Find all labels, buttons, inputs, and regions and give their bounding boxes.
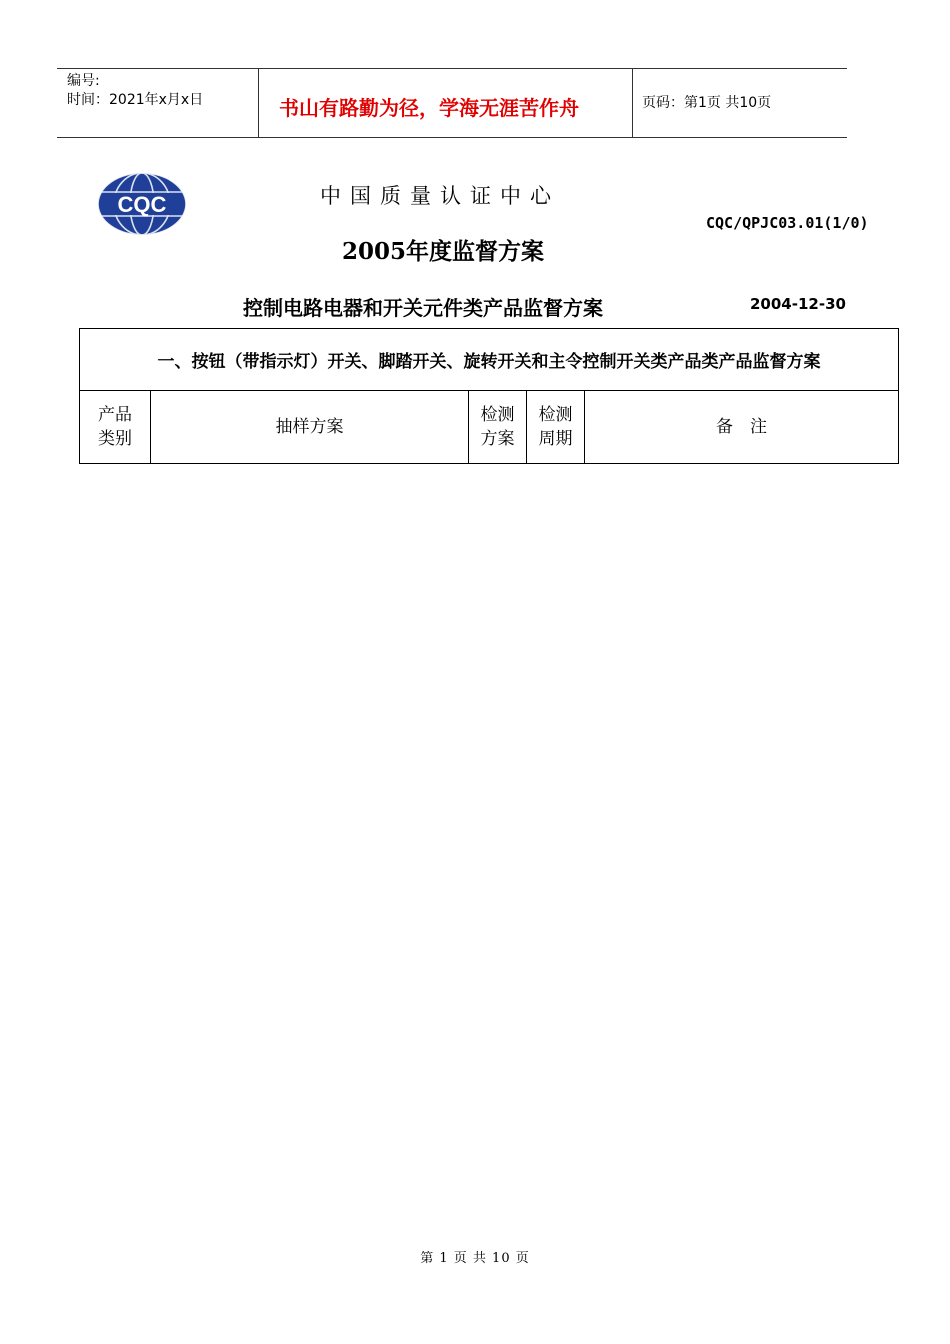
col-line: 抽样方案 bbox=[275, 417, 344, 437]
col-line: 检测 bbox=[538, 405, 573, 425]
header-divider bbox=[258, 69, 259, 137]
time-label: 时间：2021年x月x日 bbox=[67, 92, 204, 108]
col-line: 方案 bbox=[480, 429, 515, 449]
page-header bbox=[57, 68, 847, 138]
col-line: 检测 bbox=[480, 405, 515, 425]
table-header-row bbox=[80, 391, 899, 464]
col-header-test-cycle bbox=[527, 391, 585, 464]
col-line: 类别 bbox=[98, 429, 132, 449]
doc-code: CQC/QPJC03.01(1/0) bbox=[706, 214, 869, 232]
col-line: 产品 bbox=[98, 405, 132, 425]
col-header-test-plan bbox=[469, 391, 527, 464]
page-footer: 第 1 页 共 10 页 bbox=[420, 1251, 530, 1266]
col-header-remarks bbox=[585, 391, 899, 464]
sub-title: 控制电路电器和开关元件类产品监督方案 bbox=[243, 296, 603, 320]
org-name: 中国质量认证中心 bbox=[320, 184, 560, 208]
motto-text: 书山有路勤为径，学海无涯苦作舟 bbox=[279, 96, 579, 120]
cqc-logo bbox=[97, 172, 187, 236]
doc-date: 2004-12-30 bbox=[750, 295, 846, 313]
page-info: 页码：第1页 共10页 bbox=[642, 95, 772, 111]
header-divider bbox=[632, 69, 633, 137]
serial-label: 编号: bbox=[67, 73, 100, 89]
table-section-row bbox=[80, 329, 899, 391]
plan-title: 2005年度监督方案 bbox=[342, 238, 545, 265]
plan-table bbox=[79, 328, 899, 464]
logo-text: CQC bbox=[117, 192, 167, 217]
col-line: 备 注 bbox=[716, 417, 767, 437]
col-header-sampling bbox=[151, 391, 469, 464]
section-title: 一、按钮（带指示灯）开关、脚踏开关、旋转开关和主令控制开关类产品类产品监督方案 bbox=[80, 329, 899, 391]
col-line: 周期 bbox=[538, 429, 573, 449]
col-header-category bbox=[80, 391, 151, 464]
